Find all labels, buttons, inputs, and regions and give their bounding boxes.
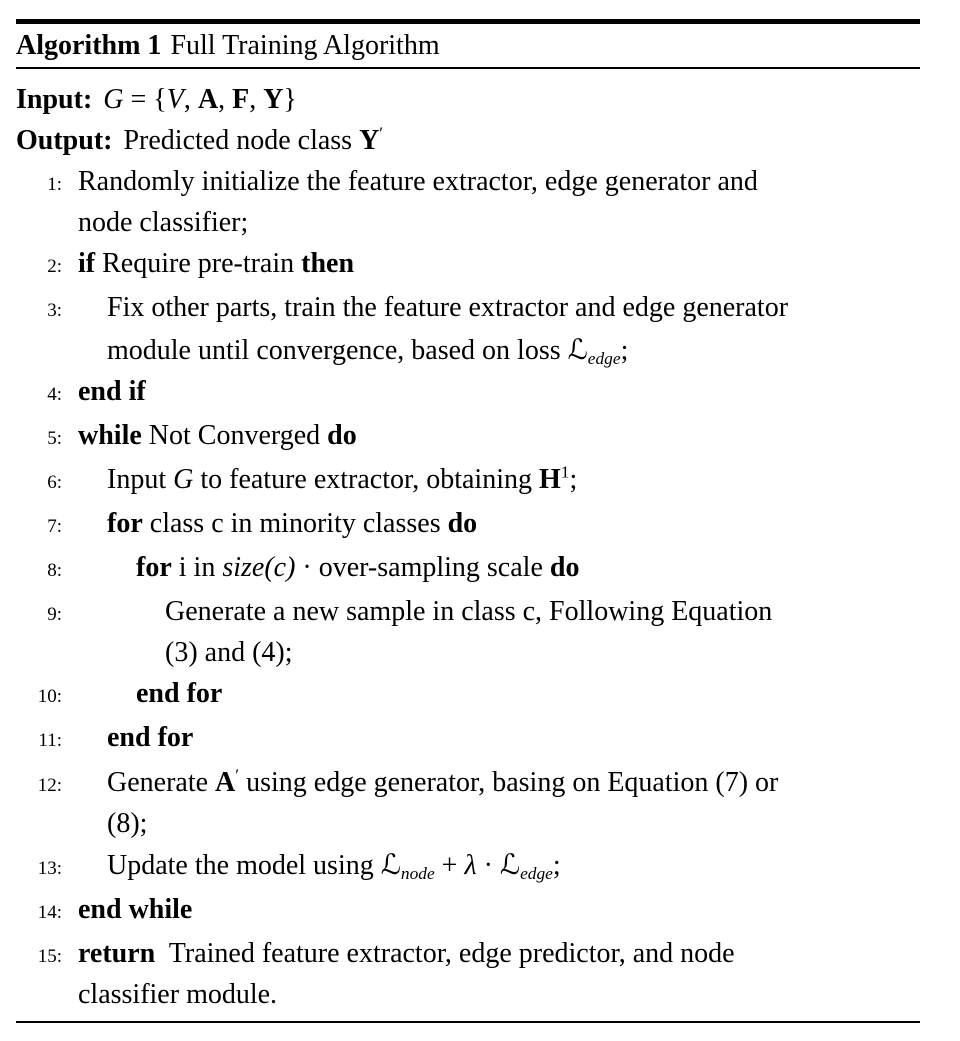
text-segment: ,: [218, 84, 233, 115]
math-bold: F: [232, 84, 250, 115]
keyword: end if: [78, 375, 146, 407]
text-segment: Require pre-train: [95, 248, 302, 280]
line-content: [62, 459, 940, 500]
math-subscript: edge: [520, 863, 553, 883]
text-segment: (8);: [107, 807, 148, 839]
keyword: if: [78, 248, 96, 280]
keyword: end for: [136, 678, 223, 710]
input-line: [16, 79, 940, 120]
text-segment: Trained feature extractor, edge predictor, and node: [155, 937, 735, 969]
algorithm-line-3: [16, 287, 940, 370]
math-subscript: edge: [587, 348, 621, 368]
bottom-rule: [16, 1021, 920, 1023]
math-italic: size(c): [222, 552, 296, 584]
line-content: [62, 591, 940, 673]
keyword: end while: [78, 893, 193, 925]
algorithm-line-5: [16, 415, 940, 459]
text-segment: ,: [183, 84, 198, 115]
line-number: 13:: [37, 857, 62, 879]
algorithm-line-9: [16, 591, 940, 673]
line-content: [62, 673, 940, 714]
paper-page: [0, 19, 960, 1041]
keyword: then: [301, 248, 355, 280]
line-content: [62, 933, 940, 1015]
algorithm-line-6: [16, 459, 940, 503]
algorithm-body: [16, 69, 940, 1021]
text-segment: = {: [123, 84, 167, 115]
line-number: 8:: [47, 560, 62, 582]
text-segment: Input: [107, 463, 174, 495]
math-superscript: ′: [379, 123, 384, 143]
math-bold: A: [197, 84, 219, 115]
algorithm-line-14: [16, 889, 940, 933]
line-content: [62, 161, 940, 243]
text-segment: Generate a new sample in class c, Following Equation: [165, 596, 773, 628]
line-content: [62, 717, 940, 758]
line-number: 9:: [47, 604, 62, 626]
math-italic: λ: [464, 849, 477, 881]
line-number: 12:: [37, 774, 62, 796]
line-content: [62, 547, 940, 588]
text-segment: ;: [569, 463, 578, 495]
keyword: end for: [107, 722, 194, 754]
keyword: return: [78, 937, 156, 969]
line-content: [62, 503, 940, 544]
line-content: [62, 889, 940, 930]
math-script-L: ℒ: [567, 332, 588, 366]
text-segment: ·: [476, 849, 500, 881]
text-segment: Fix other parts, train the feature extractor and edge generator: [107, 292, 789, 324]
line-number: 2:: [47, 256, 62, 278]
line-content: [62, 762, 940, 844]
text-segment: Update the model using: [107, 849, 381, 881]
keyword: while: [78, 419, 142, 451]
line-content: [62, 287, 940, 370]
text-segment: Generate: [107, 766, 216, 798]
math-script-L: ℒ: [499, 847, 521, 881]
line-number: 11:: [38, 730, 62, 752]
text-segment: using edge generator, basing on Equation (7) or: [239, 766, 779, 798]
line-number: 6:: [47, 471, 62, 493]
input-label: Input:: [16, 84, 93, 115]
text-segment: Predicted node class: [123, 125, 360, 157]
line-number: 7:: [47, 515, 62, 537]
text-segment: i in: [171, 552, 223, 584]
algorithm-line-10: [16, 673, 940, 717]
line-number: 3:: [47, 300, 62, 322]
math-script-L: ℒ: [380, 847, 401, 881]
text-segment: classifier module.: [78, 978, 278, 1010]
text-segment: module until convergence, based on loss: [107, 334, 568, 366]
output-line: [16, 120, 940, 161]
algorithm-line-8: [16, 547, 940, 591]
output-label: Output:: [16, 125, 113, 157]
math-bold: Y: [359, 125, 380, 157]
text-segment: (3) and (4);: [165, 637, 293, 669]
text-segment: node classifier;: [78, 207, 249, 239]
math-subscript: node: [400, 863, 435, 883]
keyword: for: [136, 552, 172, 584]
algorithm-line-4: [16, 371, 940, 415]
line-number: 10:: [37, 686, 62, 708]
keyword: do: [447, 507, 478, 539]
algorithm-header: [16, 24, 940, 67]
algorithm-line-12: [16, 762, 940, 844]
algorithm-line-1: [16, 161, 940, 243]
line-number: 4:: [47, 383, 62, 405]
text-segment: +: [434, 849, 465, 881]
line-number: 1:: [47, 174, 62, 196]
algorithm-line-15: [16, 933, 940, 1015]
math-superscript: 1: [560, 462, 570, 482]
keyword: for: [107, 507, 143, 539]
keyword: do: [549, 552, 580, 584]
algorithm-title: Full Training Algorithm: [170, 30, 440, 61]
text-segment: ;: [552, 849, 561, 881]
math-script: V: [166, 84, 184, 115]
algorithm-line-7: [16, 503, 940, 547]
line-content: [62, 415, 940, 456]
text-segment: }: [283, 84, 297, 115]
text-segment: ,: [249, 84, 264, 115]
line-content: [62, 371, 940, 412]
algorithm-label: Algorithm 1: [16, 30, 162, 61]
algorithm-line-2: [16, 243, 940, 287]
math-superscript: ′: [235, 765, 240, 785]
line-content: [62, 844, 940, 886]
text-segment: Not Converged: [141, 419, 328, 451]
math-bold: A: [215, 766, 236, 798]
algorithm-line-11: [16, 717, 940, 761]
math-bold: Y: [263, 84, 284, 115]
algorithm-line-13: [16, 844, 940, 889]
keyword: do: [327, 419, 357, 451]
text-segment: Randomly initialize the feature extractor, edge generator and: [78, 166, 758, 198]
line-number: 5:: [47, 427, 62, 449]
line-number: 15:: [37, 945, 62, 967]
math-script: G: [103, 84, 124, 115]
math-script: G: [173, 463, 194, 495]
text-segment: class c in minority classes: [142, 507, 448, 539]
math-bold: H: [538, 463, 561, 495]
line-content: [62, 243, 940, 284]
text-segment: to feature extractor, obtaining: [193, 463, 539, 495]
line-number: 14:: [37, 901, 62, 923]
text-segment: · over-sampling scale: [295, 552, 550, 584]
text-segment: ;: [620, 334, 629, 366]
